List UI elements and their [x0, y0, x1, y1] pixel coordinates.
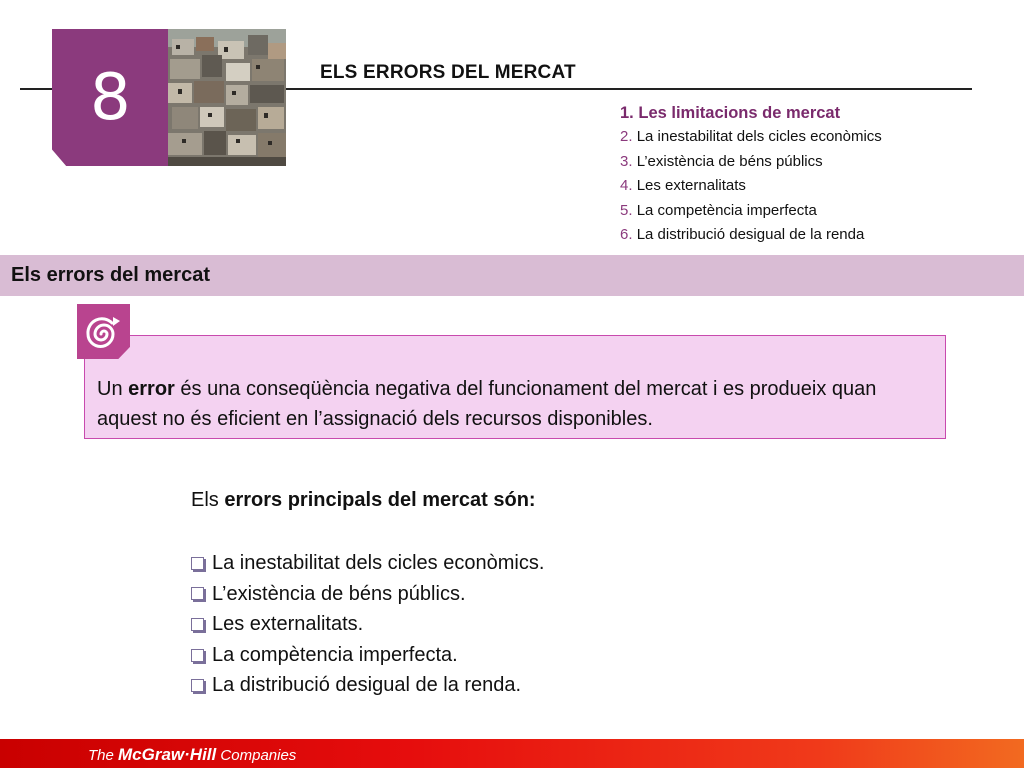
errors-list [191, 548, 544, 701]
list-item [191, 579, 544, 610]
list-item-label: La inestabilitat dels cicles econòmics. [212, 552, 545, 574]
list-item-label: La compètencia imperfecta. [212, 643, 458, 666]
toc-item-number: 3. [620, 152, 633, 170]
toc-item-number: 5. [620, 201, 633, 219]
toc-item-3[interactable] [620, 150, 882, 174]
toc-item-number: 6. [620, 226, 633, 244]
footer-bar [0, 739, 1024, 768]
chapter-photo [168, 29, 286, 166]
section-title: Els errors del mercat [11, 264, 210, 286]
toc-item-label: La distribució desigual de la renda [636, 226, 865, 244]
toc-item-label: Les externalitats [636, 177, 746, 195]
logo-suffix: Companies [216, 747, 297, 764]
toc-item-number: 4. [620, 177, 633, 195]
toc-item-2[interactable] [620, 125, 882, 149]
list-item [191, 548, 544, 579]
toc-item-label: La competència imperfecta [636, 201, 817, 219]
list-item [191, 670, 544, 701]
list-item [191, 640, 544, 671]
toc-item-number: 1. [620, 104, 634, 122]
checkbox-icon [191, 679, 204, 692]
header-rule-left [20, 88, 54, 90]
list-item-label: Les externalitats. [212, 613, 364, 636]
publisher-logo [88, 745, 296, 765]
chapter-title: ELS ERRORS DEL MERCAT [320, 62, 576, 83]
checkbox-icon [191, 649, 204, 662]
toc-item-label: L’existència de béns públics [636, 152, 823, 170]
toc-item-6[interactable] [620, 223, 882, 247]
hillside-houses-image [168, 29, 286, 166]
spiral-arrow-icon [77, 304, 130, 359]
definition-box [84, 335, 946, 439]
definition-text [97, 374, 937, 434]
checkbox-icon [191, 618, 204, 631]
list-item-label: L’existència de béns públics. [212, 582, 466, 605]
intro-bold: errors principals del mercat són: [224, 489, 536, 511]
spiral-arrow-glyph [77, 304, 130, 359]
logo-brand: McGraw·Hill [118, 745, 217, 764]
table-of-contents [620, 101, 882, 247]
section-bar [0, 255, 1024, 296]
chapter-number: 8 [90, 61, 131, 135]
checkbox-icon [191, 557, 204, 570]
list-item-label: La distribució desigual de la renda. [212, 674, 522, 697]
checkbox-icon [191, 587, 204, 600]
list-item [191, 609, 544, 640]
toc-item-label: Les limitacions de mercat [638, 104, 841, 122]
intro-lead: Els [191, 489, 225, 511]
header-rule-right [286, 88, 972, 90]
toc-item-label: La inestabilitat dels cicles econòmics [636, 128, 882, 146]
toc-item-1[interactable] [620, 101, 882, 125]
definition-lead: Un [97, 378, 129, 400]
logo-prefix: The [88, 747, 119, 764]
definition-term: error [128, 378, 175, 400]
definition-rest: és una conseqüència negativa del funcionament del mercat i es produeix quan aquest no és eficient en l’assignació dels recursos disponibles. [97, 378, 877, 430]
toc-item-5[interactable] [620, 199, 882, 223]
toc-item-4[interactable] [620, 174, 882, 198]
errors-intro [191, 489, 536, 512]
toc-item-number: 2. [620, 128, 633, 146]
